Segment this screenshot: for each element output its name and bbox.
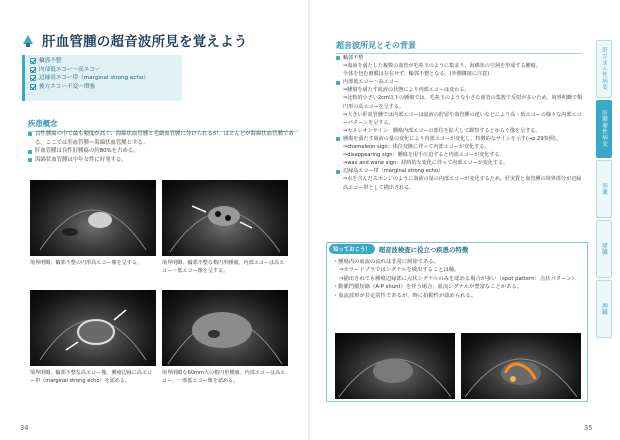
doppler-image-2 [461,333,581,399]
finding-label: 辺縁高エコー帯（marginal strong echo） [343,168,444,175]
checkbox-icon [30,84,36,90]
doppler-image-1 [335,333,455,399]
tip-badge: 知っておこう！ [329,244,375,254]
overview-item: 肝血管腫は良性肝腫瘍の約80%を占める。 [28,147,298,156]
ultrasound-probe-icon [20,32,36,48]
checklist-item: 辺縁高エコー帯（marginal strong echo） [30,74,177,83]
finding-label: 腫瘍を満たす血液の量の変化により内部エコーが変化し、特徴的なサインを示す(→p.29参照)。 [343,135,561,142]
chapter-tabs [596,40,612,340]
tab-diffuse-liver[interactable]: 肝びまん性病変 [596,40,612,98]
key-findings-checklist [22,55,182,101]
checklist-item: 後方エコー不変〜増強 [30,83,177,92]
finding-item: 内部低エコー〜高エコー ⇒腫瘍を満たす血液の状態により内部エコーは変わる。 ⇒比較的小さい2cm以下の腫瘍では、毛糸玉のような小さな血管の集簇で反射が多いため、境界明瞭で類円形の高エコーを呈する。 ⇒大きい肝血管腫では内部エコーは血液の貯留や血管腫の違いなどにより高・低エコーの様々な内部エコーパターンを呈する。 ⇒カメレオンサイン：腫瘍内部エコーの部位を拡大して観察するとゆらぐ像を呈する。 [336,78,584,135]
tab-pancreas[interactable]: 膵臓 [596,220,612,278]
checkbox-icon [30,58,36,64]
bullet-icon [336,56,340,60]
checklist-item: 内部低エコー〜高エコー [30,66,177,75]
image-caption-1: 境界明瞭、輪郭不整の円形高エコー像を呈する。 [30,260,143,266]
checklist-item: 輪郭不整 [30,57,177,66]
checkbox-icon [30,75,36,81]
tab-gallbladder[interactable]: 胆嚢 [596,160,612,218]
page-number-right: 35 [584,424,593,432]
tip-header [327,243,587,255]
ultrasound-scan-graphic [30,290,156,366]
ultrasound-image-2 [162,180,288,256]
bullet-icon [28,150,32,154]
overview-heading: 疾患概念 [28,118,298,132]
findings-list [336,54,584,192]
image-caption-2: 境界明瞭、輪郭不整な楕円形腫瘤。内部エコーは高エコー〜低エコー像を呈する。 [162,260,285,274]
image-caption-4: 境界明瞭な60mm大の楕円形腫瘤。内部エコーは高エコー。一部低エコー像を認める。 [162,370,286,384]
doppler-scan-graphic [461,333,581,399]
ultrasound-scan-graphic [162,180,288,256]
title-row [20,30,248,50]
tip-box [326,242,588,402]
finding-item: 腫瘍を満たす血液の量の変化により内部エコーが変化し、特徴的なサインを示す(→p.29参照)。 ⇒chameleon sign：体位変換に伴って内部エコーが変化する。 ⇒disappearing sign：腫瘍を用手圧迫すると内部エコーが変化する。 ⇒wax and wane sign：経時的な変化に伴って内部エコーが変化する。 [336,135,584,167]
finding-item: 辺縁高エコー帯（marginal strong echo） ⇒水を含んだスポンジのように血液の量の内部エコーが変化するため、肝実質と血管腫の境界部分が辺縁高エコー帯として描出される。 [336,167,584,191]
finding-label: 輪郭不整 [343,55,364,61]
ultrasound-scan-graphic [30,180,156,256]
page-number-left: 34 [20,424,29,432]
ultrasound-image-1 [30,180,156,256]
bullet-icon [28,132,32,136]
ultrasound-scan-graphic [162,290,288,366]
overview-item: 海綿状血管腫は中年女性に好発する。 [28,156,298,165]
findings-heading: 超音波所見とその背景 [336,40,582,54]
overview-item: 良性腫瘍の中で最も頻度が高く、海綿状血管腫と毛細血管腫に分けられるが、ほとんどが海綿状血管腫である。ここでは肝血管腫＝海綿状血管腫とする。 [28,130,298,147]
bullet-icon [336,170,340,174]
ultrasound-image-4 [162,290,288,366]
bullet-icon [336,137,340,141]
finding-item: 輪郭不整 ⇒血液を満たした複数の血管が毛糸玉のように集まり、海綿状の空洞を形成する腫瘍。 全体を包む被膜は存在せず、輪郭不整となる。(外側隣接に注意) [336,54,584,78]
page-title: 肝血管腫の超音波所見を覚えよう [42,34,248,50]
overview-text [28,130,298,164]
ultrasound-scan-graphic [335,333,455,399]
tip-title: 超音波検査に役立つ疾患の特徴 [378,245,469,254]
bullet-icon [336,81,340,85]
image-caption-3: 境界明瞭、輪郭不整な高エコー像。腫瘤辺縁に高エコー帯（marginal strong echo）を認める。 [30,370,153,384]
bullet-icon [28,158,32,162]
tab-spleen[interactable]: 脾臓 [596,280,612,338]
tab-liver-mass[interactable]: 肝腫瘤性病変 [596,100,612,158]
ultrasound-image-3 [30,290,156,366]
tip-body: ・腫瘍内の血流の流れは非常に緩徐である。 ⇒カラードプラではシグナルを検出することは稀。 ⇒描出されても腫瘍辺縁部に点状シグナルのみを認める場合が多い（spot pattern：点状パターン） ・動脈門脈短絡（A-P shunt）を伴う場合、血流シグナルが豊富なことがある。 ・血流波形が非定常性であるが、時に拍動性が認められる。 [333,259,577,299]
checkbox-icon [30,67,36,73]
finding-label: 内部低エコー〜高エコー [343,79,400,86]
